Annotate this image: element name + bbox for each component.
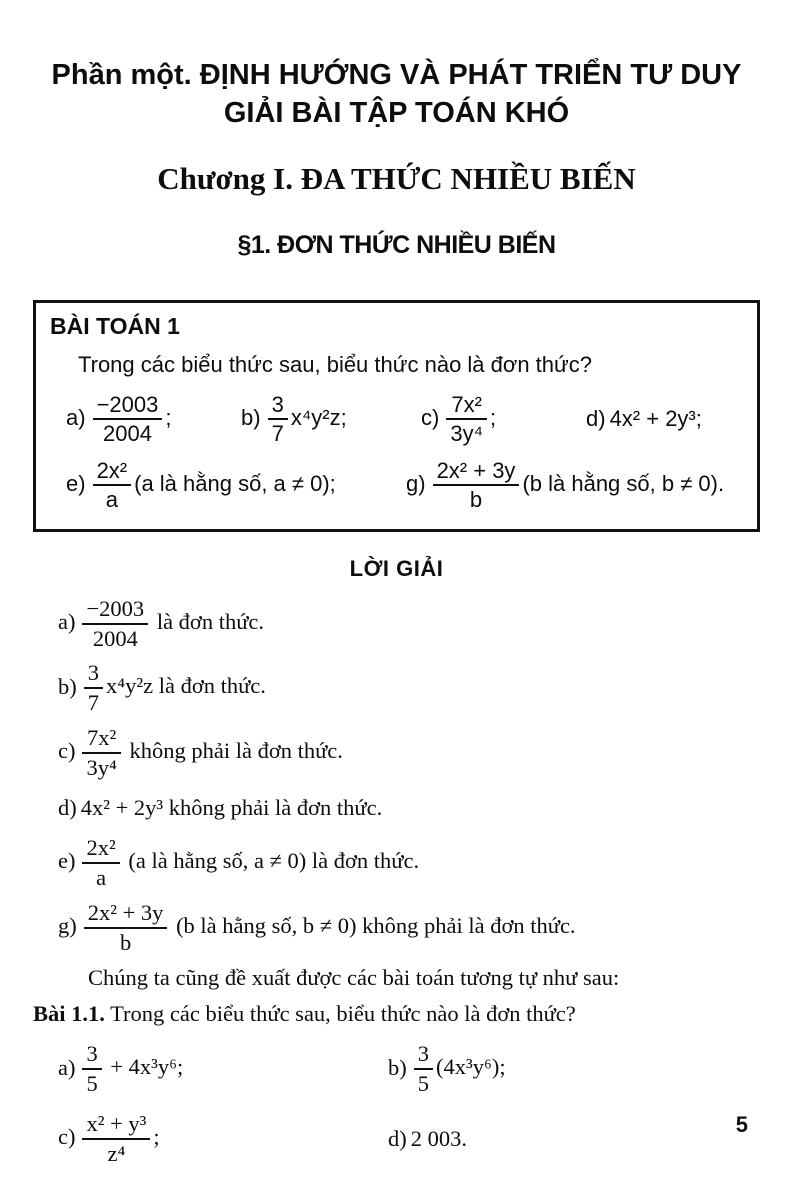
fraction-numerator: x² + y³	[82, 1111, 150, 1140]
fraction-numerator: 2x²	[93, 458, 132, 486]
fraction-denominator: b	[469, 487, 483, 513]
exercise-row-2	[33, 1111, 760, 1167]
fraction-numerator: 2x²	[82, 835, 119, 864]
solution-item-b	[58, 660, 760, 716]
part-title	[33, 56, 760, 133]
solution-item-a	[58, 596, 760, 652]
item-label: c)	[421, 404, 440, 430]
problem-box	[33, 300, 760, 532]
item-suffix: (b là hằng số, b ≠ 0) không phải là đơn thức.	[176, 912, 576, 938]
fraction-numerator: −2003	[82, 596, 148, 625]
item-suffix: (a là hằng số, a ≠ 0);	[134, 471, 336, 497]
item-suffix: không phải là đơn thức.	[129, 738, 343, 764]
page-number: 5	[735, 1112, 748, 1137]
item-suffix: x⁴y²z là đơn thức.	[106, 673, 266, 699]
fraction-numerator: 2x² + 3y	[84, 900, 168, 929]
item-label: e)	[58, 848, 76, 873]
item-label: b)	[58, 673, 77, 699]
fraction-denominator: 2004	[92, 625, 138, 651]
item-suffix: ;	[153, 1124, 160, 1150]
box-item-g	[406, 458, 743, 513]
fraction	[268, 392, 288, 447]
exercise-item-a	[58, 1041, 388, 1097]
fraction-denominator: 7	[271, 420, 284, 446]
exercise-question: Trong các biểu thức sau, biểu thức nào là đơn thức?	[104, 1001, 576, 1027]
fraction-denominator: 3y⁴	[450, 420, 484, 446]
item-label: b)	[388, 1054, 407, 1080]
exercise-row-1	[33, 1041, 760, 1097]
fraction	[93, 392, 163, 447]
item-label: d)	[586, 405, 606, 431]
item-text: 2 003.	[410, 1126, 467, 1152]
fraction-numerator: 2x² + 3y	[433, 458, 520, 486]
box-item-b	[241, 392, 421, 447]
fraction	[82, 835, 119, 891]
fraction	[446, 392, 487, 447]
item-suffix: (a là hằng số, a ≠ 0) là đơn thức.	[128, 848, 420, 873]
item-suffix: + 4x³y⁶;	[110, 1054, 184, 1080]
exercise-item-b	[388, 1041, 760, 1097]
exercise-label: Bài 1.1.	[33, 1001, 105, 1027]
fraction-numerator: 3	[268, 392, 288, 420]
item-label: g)	[58, 912, 77, 938]
fraction-denominator: 7	[87, 690, 99, 716]
fraction-denominator: 5	[86, 1071, 98, 1097]
solution-item-d	[58, 795, 760, 821]
item-suffix: x⁴y²z;	[290, 404, 347, 430]
part-title-line1: Phần một. ĐỊNH HƯỚNG VÀ PHÁT TRIỂN TƯ DUY	[51, 59, 742, 91]
solution-list	[33, 596, 760, 956]
fraction-numerator: 7x²	[82, 725, 120, 754]
item-text: 4x² + 2y³ không phải là đơn thức.	[80, 794, 383, 820]
fraction-denominator: z⁴	[107, 1141, 126, 1167]
item-label: b)	[241, 404, 261, 430]
item-label: a)	[58, 1054, 76, 1080]
box-item-d	[586, 406, 743, 432]
item-suffix: (b là hằng số, b ≠ 0).	[522, 471, 725, 497]
fraction	[82, 596, 148, 652]
exercise-item-c	[58, 1111, 388, 1167]
fraction-denominator: 2004	[102, 420, 152, 446]
problem-box-row-1	[50, 392, 743, 447]
fraction-numerator: 3	[84, 660, 103, 689]
item-label: a)	[58, 608, 76, 634]
solution-heading: LỜI GIẢI	[349, 555, 444, 581]
fraction-denominator: b	[119, 929, 132, 955]
fraction	[414, 1041, 433, 1097]
solution-item-c	[58, 725, 760, 781]
fraction	[82, 1041, 101, 1097]
fraction	[84, 900, 168, 956]
item-label: d)	[58, 794, 77, 820]
fraction-numerator: 7x²	[446, 392, 487, 420]
fraction-numerator: 3	[414, 1041, 433, 1070]
exercise-item-d	[388, 1126, 760, 1152]
fraction	[82, 725, 120, 781]
item-suffix: là đơn thức.	[156, 608, 265, 634]
box-item-a	[66, 392, 241, 447]
solution-item-e	[58, 835, 760, 891]
fraction-numerator: −2003	[93, 392, 163, 420]
fraction-denominator: a	[96, 864, 107, 890]
fraction	[93, 458, 132, 513]
problem-box-title: BÀI TOÁN 1	[50, 312, 180, 339]
item-label: g)	[406, 471, 426, 497]
fraction-denominator: a	[105, 487, 118, 513]
fraction	[84, 660, 103, 716]
fraction-numerator: 3	[82, 1041, 101, 1070]
fraction-denominator: 3y⁴	[86, 755, 117, 781]
item-text: 4x² + 2y³;	[609, 405, 702, 431]
item-label: c)	[58, 1124, 76, 1150]
item-suffix: ;	[490, 404, 497, 430]
item-label: d)	[388, 1126, 407, 1152]
part-title-line2: GIẢI BÀI TẬP TOÁN KHÓ	[223, 97, 570, 130]
box-item-c	[421, 392, 586, 447]
section-title: §1. ĐƠN THỨC NHIỀU BIẾN	[237, 230, 556, 259]
item-suffix: ;	[165, 404, 172, 430]
problem-box-row-2	[50, 458, 743, 513]
fraction-denominator: 5	[417, 1071, 429, 1097]
exercise-intro	[33, 1001, 760, 1027]
problem-box-question: Trong các biểu thức sau, biểu thức nào là đơn thức?	[78, 351, 592, 377]
item-label: e)	[66, 471, 86, 497]
item-label: a)	[66, 404, 86, 430]
box-item-e	[66, 458, 406, 513]
fraction	[433, 458, 520, 513]
closing-line: Chúng ta cũng đề xuất được các bài toán tương tự như sau:	[88, 965, 620, 991]
item-suffix: (4x³y⁶);	[436, 1054, 506, 1080]
solution-item-g	[58, 900, 760, 956]
chapter-title: Chương I. ĐA THỨC NHIỀU BIẾN	[157, 160, 636, 196]
fraction	[82, 1111, 150, 1167]
item-label: c)	[58, 738, 76, 764]
